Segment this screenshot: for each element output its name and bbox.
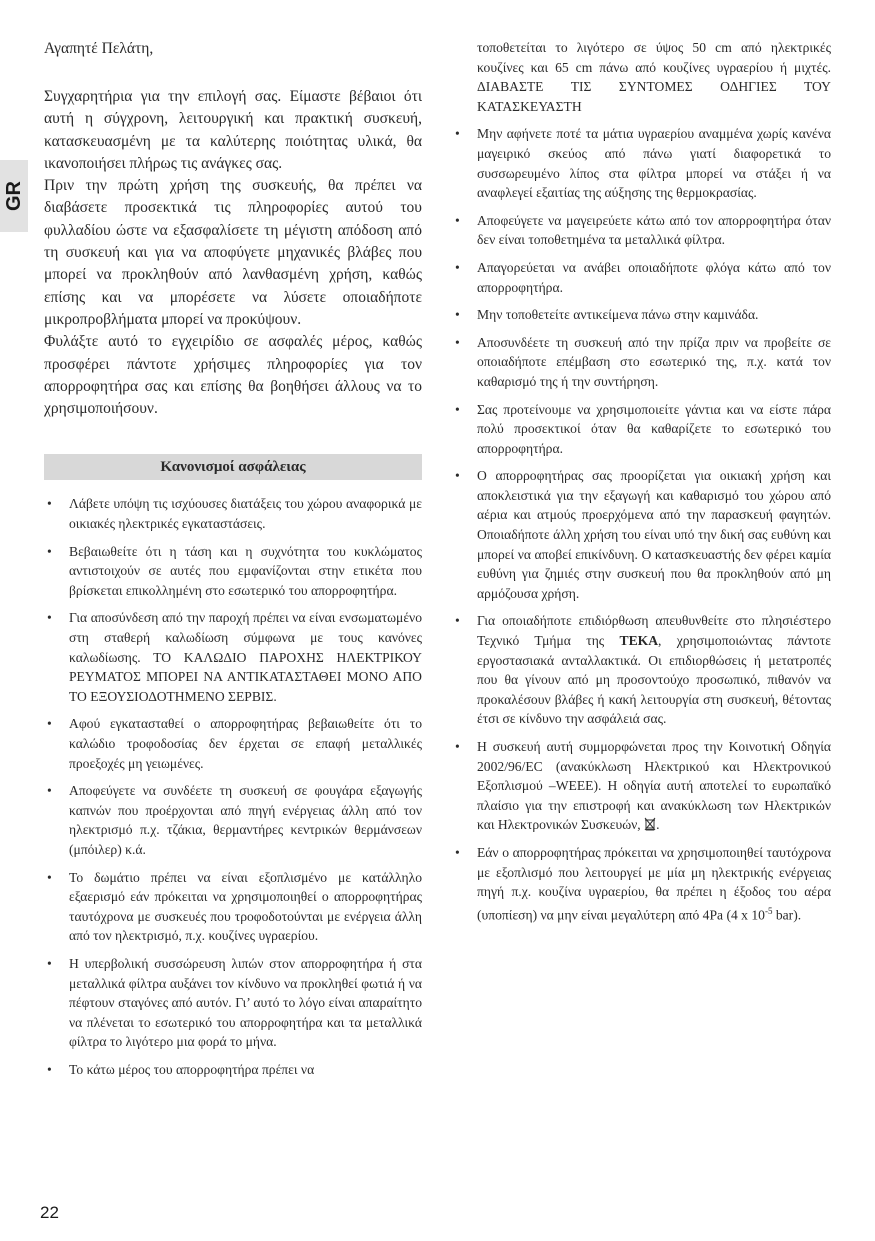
greeting: Αγαπητέ Πελάτη,: [44, 40, 154, 57]
list-item: • Αφού εγκατασταθεί ο απορροφητήρας βεβαιωθείτε ότι το καλώδιο τροφοδοσίας δεν έρχεται σε επαφή μεταλλικές προεξοχές μη γειωμένες.: [44, 714, 422, 773]
brand-name: TEKA: [619, 633, 659, 649]
weee-item: [452, 737, 831, 835]
intro: [44, 86, 422, 420]
intro-paragraph: Συγχαρητήρια για την επιλογή σας. Είμαστε βέβαιοι ότι αυτή η σύγχρονη, λειτουργική και πρακτική συσκευή, κατασκευασμένη με τα καλύτερης ποιότητας υλικά, θα ικανοποιήσει πλήρως τις ανάγκες σας.: [44, 88, 422, 172]
weee-text-end: .: [656, 817, 660, 833]
intro-paragraph: Φυλάξτε αυτό το εγχειρίδιο σε ασφαλές μέρος, καθώς προσφέρει πάντοτε χρήσιμες πληροφορίες για τον απορροφητήρα σας και επίσης θα βοηθήσει άλλους να το χρησιμοποιήσουν.: [44, 333, 422, 418]
pressure-text: Εάν ο απορροφητήρας πρόκειται να χρησιμοποιηθεί ταυτόχρονα με εξοπλισμό που λειτουργεί με μία μη ηλεκτρικής ενέργειας πηγή π.χ. κουζίνα υγραερίου, θα πρέπει η έξοδος του αέρα (υποπίεση) να μην είναι μεγαλύτερη από 4Pa (4 x 10: [477, 844, 831, 923]
list-item: • Σας προτείνουμε να χρησιμοποιείτε γάντια και να είστε πάρα πολύ προσεκτικοί όταν θα καθαρίζετε το εσωτερικό του απορροφητήρα.: [452, 400, 831, 459]
list-item: • Μην τοποθετείτε αντικείμενα πάνω στην καμινάδα.: [452, 305, 831, 325]
list-item: • Για αποσύνδεση από την παροχή πρέπει να είναι ενσωματωμένο στη σταθερή καλωδίωση σύμφωνα με τους κανόνες καλωδίωσης. ΤΟ ΚΑΛΩΔΙΟ ΠΑΡΟΧΗΣ ΗΛΕΚΤΡΙΚΟΥ ΡΕΥΜΑΤΟΣ ΜΠΟΡΕΙ ΝΑ ΑΝΤΙΚΑΤΑΣΤΑΘΕΙ ΜΟΝΟ ΑΠΟ ΤΟ ΕΞΟΥΣΙΟΔΟΤΗΜΕΝΟ ΣΕΡΒΙΣ.: [44, 608, 422, 706]
service-text: Για οποιαδήποτε επιδιόρθωση απευθυνθείτε στο πλησιέστερο Τεχνικό Τμήμα της: [477, 613, 831, 649]
list-item: • Το δωμάτιο πρέπει να είναι εξοπλισμένο με κατάλληλο εξαερισμό εάν πρόκειται να χρησιμοποιηθεί ο απορροφητήρας ταυτόχρονα με συσκευές που τροφοδοτούνται με ενέργεια άλλη από τον ηλεκτρισμό, π.χ. κουζίνες υγραερίου.: [44, 868, 422, 946]
list-item: • Απαγορεύεται να ανάβει οποιαδήποτε φλόγα κάτω από τον απορροφητήρα.: [452, 258, 831, 297]
list-item: • Αποσυνδέετε τη συσκευή από την πρίζα πριν να προβείτε σε οποιαδήποτε επέμβαση στο εσωτερικό της, π.χ. κατά τον καθαρισμό της ή την συντήρηση.: [452, 333, 831, 392]
list-item: • Αποφεύγετε να συνδέετε τη συσκευή σε φουγάρα εξαγωγής καπνών που προέρχονται από πηγή ενέργειας άλλη από τον ηλεκτρισμό π.χ. τζάκια, θερμαντήρες κεντρικών θερμάνσεων (μπόιλερ) κ.ά.: [44, 781, 422, 859]
service-text-end: , χρησιμοποιώντας πάντοτε εργοστασιακά ανταλλακτικά. Οι επιδιορθώσεις ή μετατροπές που θα γίνουν από μη προσοντούχο προσωπικό, πιθανόν να προκαλέσουν βλάβες ή κακή λειτουργία στη συσκευή, θέτοντας έτσι σε κίνδυνο την ασφάλειά σας.: [477, 633, 831, 727]
pressure-item: [452, 843, 831, 925]
left-column: [44, 38, 422, 1087]
list-item: • Αποφεύγετε να μαγειρεύετε κάτω από τον απορροφητήρα όταν δεν είναι τοποθετημένα τα μεταλλικά φίλτρα.: [452, 211, 831, 250]
list-item: • Μην αφήνετε ποτέ τα μάτια υγραερίου αναμμένα χωρίς κανένα μαγειρικό σκεύος από πάνω γιατί διαφορετικά το συσσωρευμένο λίπος στα φίλτρα μπορεί να στάξει ή να αναφλεγεί εξαιτίας της αύξησης της θερμοκρασίας.: [452, 124, 831, 202]
weee-bin-icon: [644, 817, 656, 831]
service-item: [452, 611, 831, 729]
list-item: • Ο απορροφητήρας σας προορίζεται για οικιακή χρήση και αποκλειστικά για την εξαγωγή και καθαρισμό του χώρου από αέρια και ατμούς προερχόμενα από την παρασκευή φαγητών. Οποιαδήποτε άλλη χρήση του είναι υπό την δική σας ευθύνη και μπορεί να αποβεί επικίνδυνη. Ο κατασκευαστής δεν φέρει καμία ευθύνη για ζημιές στην συσκευή που θα προκληθούν από μη αρμόζουσα χρήση.: [452, 466, 831, 603]
safety-list-left: [44, 494, 422, 1079]
pressure-exponent: -5: [764, 905, 773, 916]
intro-paragraph: Πριν την πρώτη χρήση της συσκευής, θα πρέπει να διαβάσετε προσεκτικά τις πληροφορίες αυτού του φυλλαδίου ώστε να εξασφαλίσετε τη μέγιστη απόδοση από τη συσκευή και για να αποφύγετε μηχανικές βλάβες που μπορεί να προκληθούν από λανθασμένη χρήση, καθώς επίσης και να μπορέσετε να λύσετε οποιαδήποτε μικροπροβλήματα μπορεί να προκύψουν.: [44, 177, 422, 328]
section-title: Κανονισμοί ασφάλειας: [44, 454, 422, 480]
safety-list-right: [452, 124, 831, 925]
list-item: • Βεβαιωθείτε ότι η τάση και η συχνότητα του κυκλώματος αντιστοιχούν σε αυτές που εμφανίζονται στην ετικέτα που βρίσκεται επικολλημένη στο εσωτερικό του απορροφητήρα.: [44, 542, 422, 601]
pressure-text-end: bar).: [772, 907, 802, 923]
list-item: • Λάβετε υπόψη τις ισχύουσες διατάξεις του χώρου αναφορικά με οικιακές ηλεκτρικές εγκαταστάσεις.: [44, 494, 422, 533]
right-column: [452, 38, 831, 933]
weee-text: Η συσκευή αυτή συμμορφώνεται προς την Κοινοτική Οδηγία 2002/96/EC (ανακύκλωση Ηλεκτρικού και Ηλεκτρονικού Εξοπλισμού –WEEE). Η οδηγία αυτή αποτελεί το ευρωπαϊκό πλαίσιο για την επιστροφή και ανακύκλωση των Ηλεκτρικών και Ηλεκτρονικών Συσκευών,: [477, 739, 831, 833]
list-item: • Το κάτω μέρος του απορροφητήρα πρέπει να: [44, 1060, 422, 1080]
language-tab-label: GR: [3, 181, 25, 211]
list-item: • Η υπερβολική συσσώρευση λιπών στον απορροφητήρα ή στα μεταλλικά φίλτρα αυξάνει τον κίνδυνο να προκληθεί φωτιά ή να πέφτουν σταγόνες από αυτόν. Γι’ αυτό το λόγο είναι απαραίτητο να πλένεται το εσωτερικό του απορροφητήρα και τα μεταλλικά φίλτρα το λιγότερο μια φορά το μήνα.: [44, 954, 422, 1052]
list-item-continuation: τοποθετείται το λιγότερο σε ύψος 50 cm από ηλεκτρικές κουζίνες και 65 cm πάνω από κουζίνες υγραερίου ή μιχτές. ΔΙΑΒΑΣΤΕ ΤΙΣ ΣΥΝΤΟΜΕΣ ΟΔΗΓΙΕΣ ΤΟΥ ΚΑΤΑΣΚΕΥΑΣΤΗ: [477, 40, 831, 114]
page-number: 22: [40, 1203, 59, 1222]
